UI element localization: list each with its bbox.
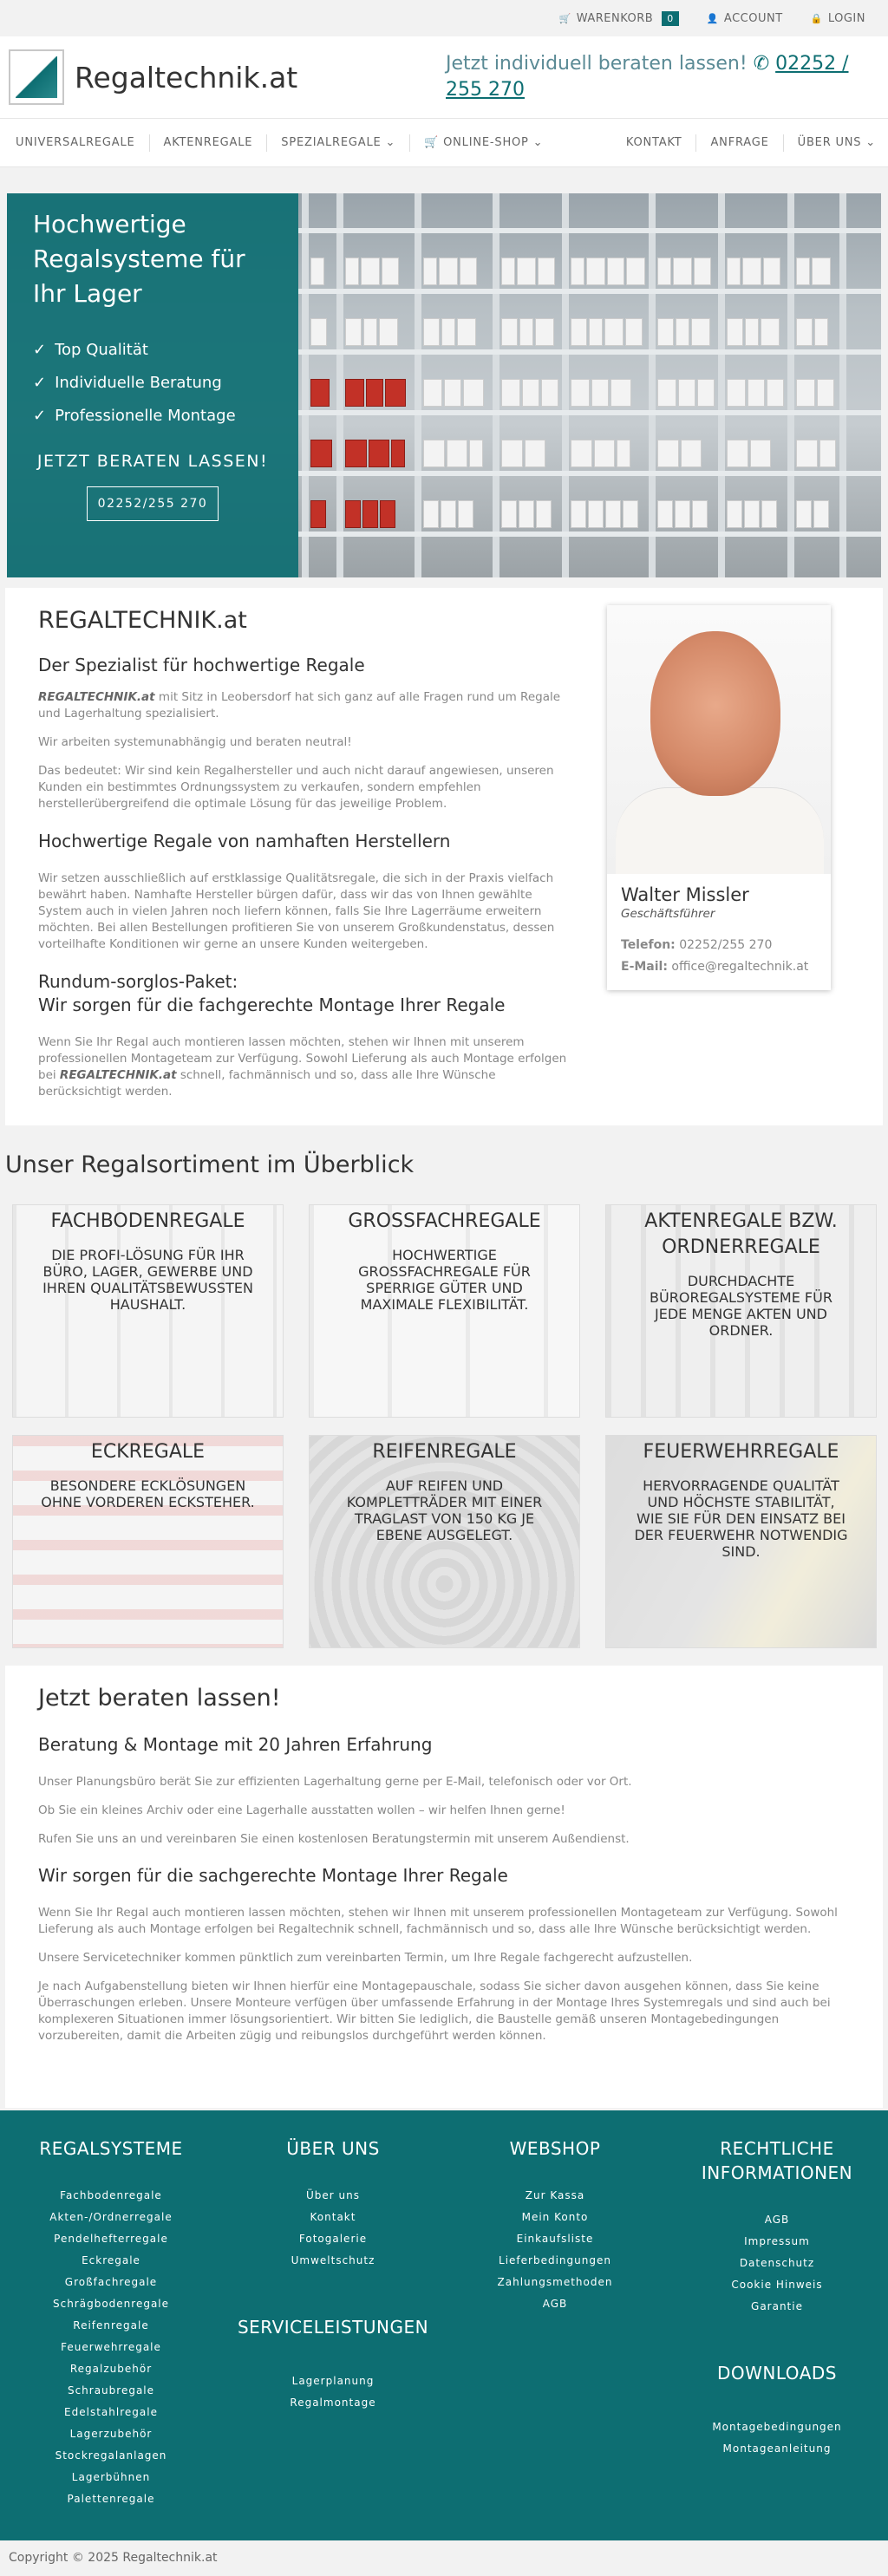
footer-link[interactable]: Datenschutz bbox=[739, 2257, 815, 2269]
site-footer bbox=[0, 2110, 888, 2540]
check-icon: ✓ bbox=[33, 341, 47, 359]
tile-title: REIFENREGALE bbox=[372, 1441, 517, 1463]
tile-title: ECKREGALE bbox=[90, 1441, 206, 1463]
login-label: LOGIN bbox=[827, 11, 865, 25]
footer-link[interactable]: Akten-/Ordnerregale bbox=[49, 2211, 173, 2223]
footer-link[interactable]: Garantie bbox=[751, 2300, 803, 2312]
top-bar bbox=[0, 0, 888, 36]
cart-icon: 🛒 bbox=[424, 135, 440, 149]
account-label: ACCOUNT bbox=[723, 11, 783, 25]
site-header bbox=[0, 36, 888, 119]
hero-banner bbox=[7, 193, 881, 577]
beraten-title: Jetzt beraten lassen! bbox=[38, 1685, 281, 1712]
chevron-down-icon: ⌄ bbox=[865, 135, 876, 149]
intro-section bbox=[5, 588, 883, 1125]
footer-col-rechtlich bbox=[666, 2110, 888, 2540]
footer-link[interactable]: Schraubregale bbox=[67, 2384, 155, 2397]
beraten-paragraph: Je nach Aufgabenstellung bieten wir Ihnen hierfür eine Montagepauschale, sodass Sie sicher davon ausgehen können, dass Sie keine Überraschungen erleben. Unsere Monteure verfügen über umfassende Erfahrung in der Montage Ihres Systemregals und sind auch bei komplexeren Situationen immer lösungsorientiert. Wir bitten Sie lediglich, die Baustelle gemäß unseren Montagebedingungen vorzubereiten, damit die Arbeiten zügig und reibungslos durchgeführt werden können. bbox=[38, 1979, 831, 2043]
profile-photo bbox=[607, 605, 831, 874]
footer-link[interactable]: AGB bbox=[764, 2214, 790, 2226]
footer-link[interactable]: Palettenregale bbox=[67, 2493, 155, 2505]
sortiment-title: Unser Regalsortiment im Überblick bbox=[5, 1151, 415, 1178]
footer-heading: REGALSYSTEME bbox=[39, 2138, 183, 2159]
footer-link[interactable]: Über uns bbox=[306, 2189, 360, 2201]
tile-feuerwehrregale[interactable] bbox=[605, 1435, 877, 1648]
cart-count-badge: 0 bbox=[662, 11, 679, 26]
profile-name: Walter Missler bbox=[621, 884, 749, 905]
cart-icon: 🛒 bbox=[558, 12, 571, 24]
hersteller-heading: Hochwertige Regale von namhaften Herstellern bbox=[38, 831, 451, 851]
intro-paragraph: Das bedeutet: Wir sind kein Regalhersteller und auch nicht darauf angewiesen, unseren Kunden ein bestimmtes Ordnungssystem zu verkaufen, sondern empfehlen herstellerübergreifend die optimale Lösung für das jeweilige Problem. bbox=[38, 764, 554, 811]
user-icon: 👤 bbox=[706, 12, 719, 24]
check-icon: ✓ bbox=[33, 407, 47, 425]
footer-link[interactable]: Lagerzubehör bbox=[69, 2428, 153, 2440]
paket-heading: Rundum-sorglos-Paket: Wir sorgen für die fachgerechte Montage Ihrer Regale bbox=[38, 971, 506, 1015]
beraten-subtitle: Beratung & Montage mit 20 Jahren Erfahrung bbox=[38, 1734, 433, 1755]
footer-link[interactable]: Eckregale bbox=[82, 2254, 140, 2266]
cart-label: WARENKORB bbox=[576, 11, 654, 25]
hero-bullet: ✓ Individuelle Beratung bbox=[33, 374, 222, 392]
footer-link[interactable]: Regalzubehör bbox=[69, 2363, 153, 2375]
nav-item-ueber-uns[interactable] bbox=[784, 134, 876, 152]
hero-call-button[interactable]: 02252/255 270 bbox=[87, 486, 219, 521]
footer-link[interactable]: Reifenregale bbox=[73, 2319, 149, 2331]
footer-col-ueber-uns bbox=[222, 2110, 444, 2540]
footer-links bbox=[666, 2416, 888, 2460]
hero-bullet: ✓ Top Qualität bbox=[33, 341, 148, 359]
tile-reifenregale[interactable] bbox=[309, 1435, 580, 1648]
nav-item-online-shop[interactable] bbox=[410, 134, 557, 152]
footer-links bbox=[222, 2185, 444, 2272]
tile-description: HERVORRAGENDE QUALITÄT UND HÖCHSTE STABILITÄT, WIE SIE FÜR DEN EINSATZ BEI DER FEUERWEHR NOTWENDIG SIND. bbox=[634, 1477, 848, 1560]
nav-item-aktenregale[interactable]: AKTENREGALE bbox=[150, 134, 268, 152]
profile-phone: Telefon: 02252/255 270 bbox=[621, 938, 773, 952]
intro-paragraph: Wir setzen ausschließlich auf erstklassige Qualitätsregale, die sich in der Praxis vielfach bewährt haben. Namhafte Hersteller bürgen dafür, dass wir das von Ihnen gewählte System auch in vielen Jahren noch liefern können, falls Sie Ihre Lagerräume erweitern möchten. Bei allen Bestellungen profitieren Sie von unserem Großkundenstatus, dessen vorteilhafte Konditionen wir gerne an unsere Kunden weitergeben. bbox=[38, 871, 555, 951]
beraten-paragraph: Ob Sie ein kleines Archiv oder eine Lagerhalle ausstatten wollen – wir helfen Ihnen gerne! bbox=[38, 1803, 565, 1817]
footer-heading: DOWNLOADS bbox=[717, 2363, 837, 2384]
hero-bullet: ✓ Professionelle Montage bbox=[33, 407, 236, 425]
footer-heading: WEBSHOP bbox=[509, 2138, 601, 2159]
tile-title: AKTENREGALE BZW. ORDNERREGALE bbox=[644, 1210, 838, 1258]
footer-link[interactable]: Fachbodenregale bbox=[60, 2189, 162, 2201]
tile-title: FACHBODENREGALE bbox=[50, 1210, 245, 1232]
intro-title: REGALTECHNIK.at bbox=[38, 607, 247, 634]
footer-link[interactable]: Montagebedingungen bbox=[712, 2421, 842, 2433]
nav-item-spezialregale[interactable] bbox=[267, 134, 410, 152]
lock-icon: 🔒 bbox=[810, 12, 823, 24]
hero-cta-text: JETZT BERATEN LASSEN! bbox=[36, 452, 269, 471]
footer-links bbox=[222, 2371, 444, 2414]
header-phone-link[interactable]: 02252 / 255 270 bbox=[446, 53, 849, 101]
profile-email-link[interactable]: office@regaltechnik.at bbox=[671, 960, 809, 974]
footer-col-regalsysteme bbox=[0, 2110, 222, 2540]
tile-title: GROSSFACHREGALE bbox=[348, 1210, 541, 1232]
brand-name: Regaltechnik.at bbox=[75, 60, 298, 95]
tile-description: DIE PROFI-LÖSUNG FÜR IHR BÜRO, LAGER, GEWERBE UND IHREN QUALITÄTSBEWUSSTEN HAUSHALT. bbox=[42, 1247, 253, 1313]
intro-paragraph: Wir arbeiten systemunabhängig und beraten neutral! bbox=[38, 735, 352, 749]
profile-role: Geschäftsführer bbox=[621, 907, 715, 921]
hero-overlay bbox=[7, 193, 298, 577]
profile-phone-link[interactable]: 02252/255 270 bbox=[679, 938, 773, 952]
header-cta bbox=[446, 51, 862, 103]
tile-description: HOCHWERTIGE GROSSFACHREGALE FÜR SPERRIGE GÜTER UND MAXIMALE FLEXIBILITÄT. bbox=[358, 1247, 531, 1313]
footer-link[interactable]: AGB bbox=[542, 2298, 568, 2310]
logo bbox=[9, 49, 64, 105]
header-cta-text: Jetzt individuell beraten lassen! bbox=[446, 53, 748, 75]
footer-link[interactable]: Großfachregale bbox=[64, 2276, 158, 2288]
nav-item-universalregale[interactable]: UNIVERSALREGALE bbox=[16, 134, 150, 152]
footer-link[interactable]: Umweltschutz bbox=[291, 2254, 375, 2266]
intro-paragraph: REGALTECHNIK.at mit Sitz in Leobersdorf hat sich ganz auf alle Fragen rund um Regale und Lagerhaltung spezialisiert. bbox=[38, 690, 561, 721]
footer-link[interactable]: Kontakt bbox=[310, 2211, 356, 2223]
footer-link[interactable]: Cookie Hinweis bbox=[731, 2279, 823, 2291]
cart-link[interactable] bbox=[558, 11, 678, 26]
footer-link[interactable]: Zahlungsmethoden bbox=[497, 2276, 613, 2288]
footer-link[interactable]: Stockregalanlagen bbox=[55, 2449, 167, 2462]
tile-description: DURCHDACHTE BÜROREGALSYSTEME FÜR JEDE MENGE AKTEN UND ORDNER. bbox=[650, 1273, 832, 1339]
phone-icon: ✆ bbox=[753, 53, 770, 75]
main-nav bbox=[0, 119, 888, 167]
beraten-section bbox=[5, 1666, 883, 2108]
footer-links bbox=[444, 2185, 666, 2315]
footer-link[interactable]: Lieferbedingungen bbox=[499, 2254, 611, 2266]
beraten-paragraph: Unsere Servicetechniker kommen pünktlich zum vereinbarten Termin, um Ihre Regale fachgerecht aufzustellen. bbox=[38, 1951, 693, 1965]
check-icon: ✓ bbox=[33, 374, 47, 392]
footer-link[interactable]: Edelstahlregale bbox=[64, 2406, 158, 2418]
tile-grossfachregale[interactable] bbox=[309, 1204, 580, 1418]
tile-description: AUF REIFEN UND KOMPLETTRÄDER MIT EINER TRAGLAST VON 150 KG JE EBENE AUSGELEGT. bbox=[346, 1477, 543, 1543]
footer-link[interactable]: Einkaufsliste bbox=[516, 2233, 594, 2245]
footer-col-webshop bbox=[444, 2110, 666, 2540]
nav-label: ONLINE-SHOP bbox=[443, 135, 529, 149]
footer-heading: ÜBER UNS bbox=[286, 2138, 380, 2159]
tile-aktenregale[interactable] bbox=[605, 1204, 877, 1418]
nav-item-anfrage[interactable]: ANFRAGE bbox=[696, 134, 783, 152]
copyright: Copyright © 2025 Regaltechnik.at bbox=[0, 2540, 888, 2576]
nav-label: ÜBER UNS bbox=[797, 135, 862, 149]
footer-link[interactable]: Schrägbodenregale bbox=[52, 2298, 170, 2310]
tile-description: BESONDERE ECKLÖSUNGEN OHNE VORDEREN ECKSTEHER. bbox=[41, 1477, 255, 1510]
beraten-paragraph: Rufen Sie uns an und vereinbaren Sie einen kostenlosen Beratungstermin mit unserem Außendienst. bbox=[38, 1832, 630, 1846]
footer-link[interactable]: Feuerwehrregale bbox=[61, 2341, 161, 2353]
footer-link[interactable]: Regalmontage bbox=[290, 2397, 376, 2409]
chevron-down-icon: ⌄ bbox=[385, 135, 396, 149]
footer-link[interactable]: Zur Kassa bbox=[525, 2189, 585, 2201]
tile-title: FEUERWEHRREGALE bbox=[643, 1441, 839, 1463]
footer-heading: RECHTLICHE INFORMATIONEN bbox=[701, 2138, 853, 2183]
tile-fachbodenregale[interactable] bbox=[12, 1204, 284, 1418]
profile-email: E-Mail: office@regaltechnik.at bbox=[621, 960, 809, 974]
nav-right bbox=[626, 134, 876, 152]
intro-paragraph: Wenn Sie Ihr Regal auch montieren lassen möchten, stehen wir Ihnen mit unserem professionellen Montageteam zur Verfügung. Sowohl Lieferung als auch Montage erfolgen bei REGALTECHNIK.at schnell, fachmännisch und so, dass alle Ihre Wünsche berücksichtigt werden. bbox=[38, 1035, 567, 1099]
montage-heading: Wir sorgen für die sachgerechte Montage Ihrer Regale bbox=[38, 1865, 508, 1886]
login-link[interactable] bbox=[811, 12, 865, 25]
footer-link[interactable]: Lagerplanung bbox=[291, 2375, 375, 2387]
nav-item-kontakt[interactable]: KONTAKT bbox=[626, 134, 697, 152]
intro-subtitle: Der Spezialist für hochwertige Regale bbox=[38, 655, 365, 675]
footer-link[interactable]: Lagerbühnen bbox=[71, 2471, 151, 2483]
footer-links bbox=[666, 2209, 888, 2318]
footer-links bbox=[0, 2185, 222, 2510]
hero-title: Hochwertige Regalsysteme für Ihr Lager bbox=[33, 210, 245, 308]
nav-left bbox=[16, 134, 557, 152]
beraten-paragraph: Wenn Sie Ihr Regal auch montieren lassen möchten, stehen wir Ihnen mit unserem professionellen Montageteam zur Verfügung. Sowohl Lieferung als auch Montage erfolgen bei Regaltechnik schnell, fachmännisch und so, dass alle Ihre Wünsche berücksichtigt werden. bbox=[38, 1906, 838, 1936]
hero-bullets bbox=[33, 334, 272, 433]
footer-heading: SERVICELEISTUNGEN bbox=[237, 2317, 429, 2338]
tile-eckregale[interactable] bbox=[12, 1435, 284, 1648]
footer-link[interactable]: Impressum bbox=[744, 2235, 810, 2247]
chevron-down-icon: ⌄ bbox=[532, 135, 544, 149]
account-link[interactable] bbox=[707, 12, 783, 25]
intro-text bbox=[38, 607, 576, 1100]
product-grid bbox=[12, 1204, 876, 1648]
footer-link[interactable]: Mein Konto bbox=[521, 2211, 589, 2223]
footer-link[interactable]: Pendelhefterregale bbox=[54, 2233, 168, 2245]
nav-label: SPEZIALREGALE bbox=[281, 135, 382, 149]
beraten-paragraph: Unser Planungsbüro berät Sie zur effizienten Lagerhaltung gerne per E-Mail, telefonisch oder vor Ort. bbox=[38, 1775, 632, 1789]
footer-link[interactable]: Montageanleitung bbox=[722, 2442, 832, 2455]
contact-card bbox=[607, 605, 831, 990]
footer-link[interactable]: Fotogalerie bbox=[298, 2233, 368, 2245]
brand-home-link[interactable] bbox=[9, 49, 297, 105]
